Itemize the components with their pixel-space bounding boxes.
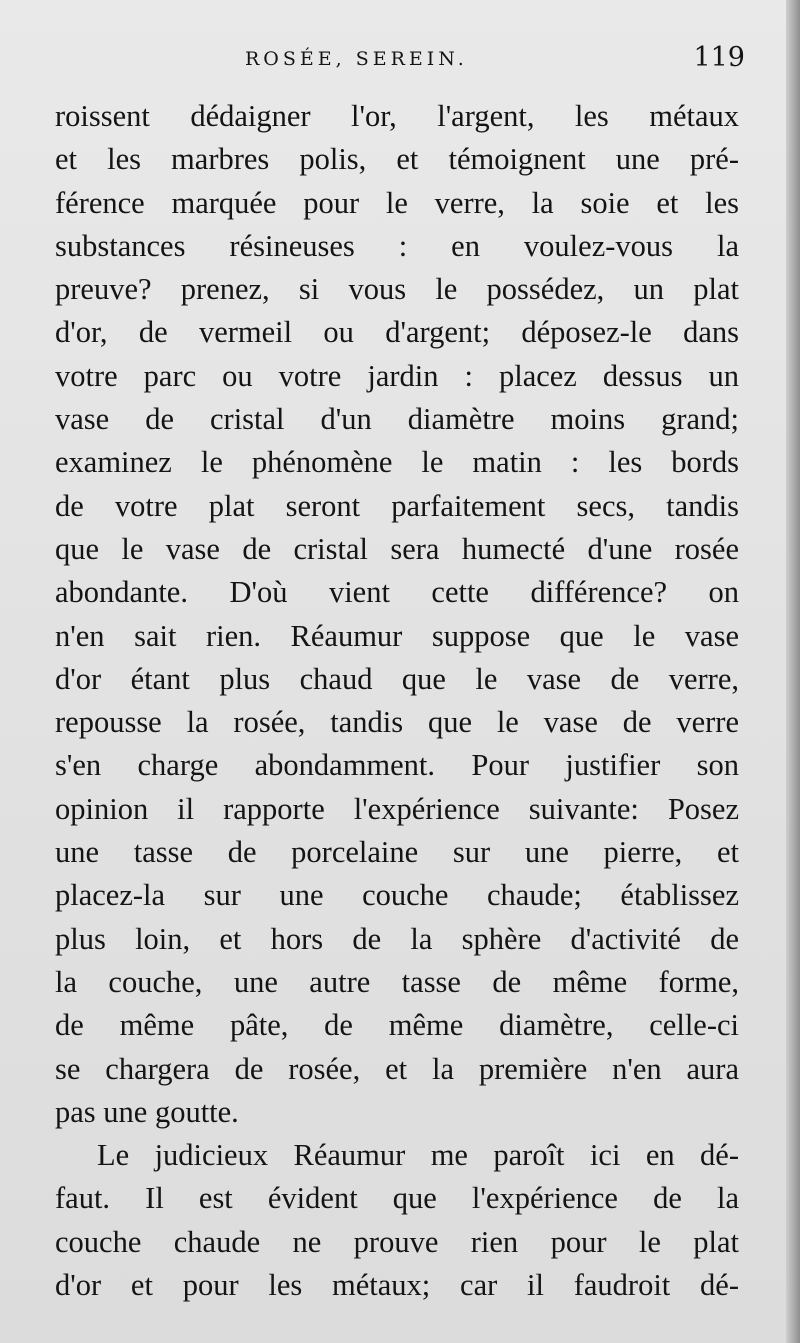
page-edge-shadow — [786, 0, 800, 1343]
text-line: preuve? prenez, si vous le possédez, un plat — [55, 272, 739, 307]
text-line: plus loin, et hors de la sphère d'activité de — [55, 921, 739, 956]
text-line: de votre plat seront parfaitement secs, tandis — [55, 488, 739, 523]
text-line: Le judicieux Réaumur me paroît ici en dé- — [97, 1138, 739, 1173]
text-line: que le vase de cristal sera humecté d'une rosée — [55, 531, 739, 566]
text-line: roissent dédaigner l'or, l'argent, les métaux — [55, 99, 739, 133]
text-line: couche chaude ne prouve rien pour le plat — [55, 1224, 739, 1259]
text-line: et les marbres polis, et témoignent une pré- — [55, 142, 739, 177]
text-line: se chargera de rosée, et la première n'en aura — [55, 1051, 739, 1086]
text-line: la couche, une autre tasse de même forme, — [55, 964, 739, 999]
text-line: férence marquée pour le verre, la soie et les — [55, 185, 739, 220]
text-line: vase de cristal d'un diamètre moins grand; — [55, 402, 739, 437]
text-line: examinez le phénomène le matin : les bords — [55, 445, 739, 480]
text-line: faut. Il est évident que l'expérience de la — [55, 1181, 739, 1216]
text-line: de même pâte, de même diamètre, celle-ci — [55, 1008, 739, 1043]
text-line: d'or, de vermeil ou d'argent; déposez-le dans — [55, 315, 739, 350]
text-line: une tasse de porcelaine sur une pierre, et — [55, 835, 739, 870]
page-number: 119 — [693, 42, 745, 73]
text-line: n'en sait rien. Réaumur suppose que le vase — [55, 618, 739, 653]
text-line: votre parc ou votre jardin : placez dessus un — [55, 358, 739, 393]
paragraph — [55, 1134, 739, 1307]
text-line: d'or et pour les métaux; car il faudroit dé- — [55, 1268, 739, 1303]
text-line: pas une goutte. — [55, 1094, 239, 1129]
running-head-title: ROSÉE, SEREIN. — [245, 48, 468, 70]
text-line: repousse la rosée, tandis que le vase de verre — [55, 705, 739, 740]
paragraph — [55, 95, 739, 1134]
running-head — [55, 42, 745, 82]
text-line: placez-la sur une couche chaude; établissez — [55, 878, 739, 913]
text-line: substances résineuses : en voulez-vous la — [55, 228, 739, 263]
body-text — [55, 95, 739, 1307]
text-line: d'or étant plus chaud que le vase de verre, — [55, 661, 739, 696]
text-line: abondante. D'où vient cette différence? on — [55, 575, 739, 610]
text-line: s'en charge abondamment. Pour justifier son — [55, 748, 739, 783]
text-line: opinion il rapporte l'expérience suivante: Posez — [55, 791, 739, 826]
